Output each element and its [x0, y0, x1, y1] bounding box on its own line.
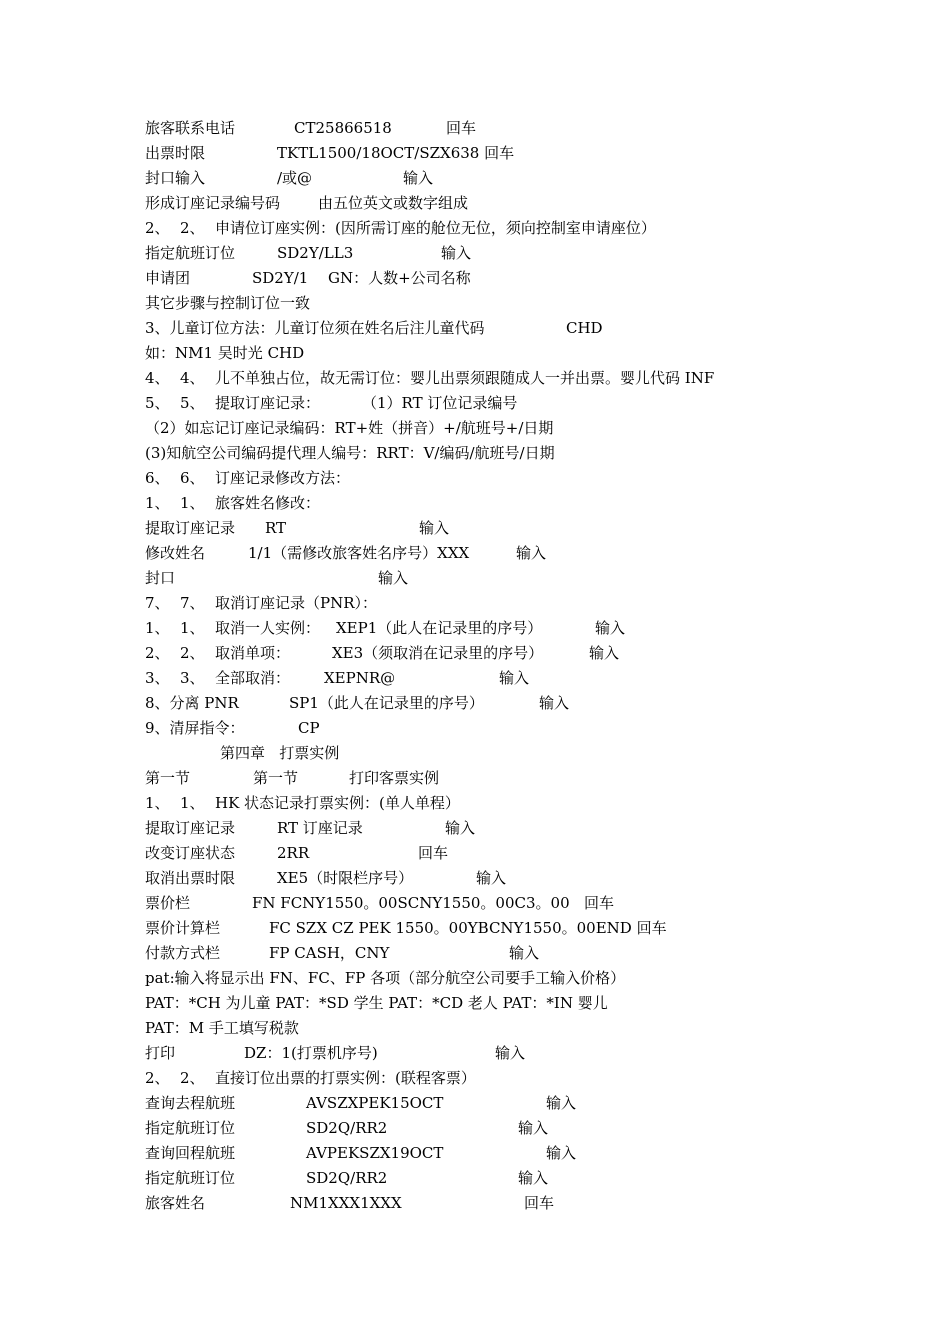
- text-line-18-segment-1: 输入: [378, 569, 409, 587]
- text-line-10-segment-1: 4、: [180, 369, 205, 387]
- text-line-10-segment-2: 儿不单独占位，故无需订位：婴儿出票须跟随成人一并出票。婴儿代码 INF: [215, 369, 715, 387]
- text-line-10-segment-0: 4、: [145, 369, 170, 387]
- text-line-26-segment-0: 第一节: [145, 769, 191, 787]
- text-line-5-segment-1: SD2Y/LL3: [277, 244, 354, 262]
- text-line-27-segment-1: 1、: [180, 794, 205, 812]
- text-line-41-segment-0: 查询回程航班: [145, 1144, 236, 1162]
- text-line-22-segment-1: 3、: [180, 669, 205, 687]
- text-line-27-segment-2: HK 状态记录打票实例：(单人单程）: [215, 794, 460, 812]
- text-line-24-segment-0: 9、清屏指令：: [145, 719, 245, 737]
- text-line-6-segment-0: 申请团: [145, 269, 191, 287]
- text-line-1-segment-1: TKTL1500/18OCT/SZX638 回车: [277, 144, 515, 162]
- text-line-23-segment-2: 输入: [539, 694, 570, 712]
- text-line-11-segment-1: 5、: [180, 394, 205, 412]
- text-line-35-segment-0: PAT：*CH 为儿童 PAT：*SD 学生 PAT：*CD 老人 PAT：*IN 婴儿: [145, 994, 608, 1012]
- text-line-3-segment-1: 由五位英文或数字组成: [318, 194, 469, 212]
- text-line-32-segment-0: 票价计算栏: [145, 919, 221, 937]
- text-line-28-segment-0: 提取订座记录: [145, 819, 236, 837]
- text-line-28-segment-1: RT 订座记录: [277, 819, 363, 837]
- text-line-11-segment-2: 提取订座记录：: [215, 394, 321, 412]
- text-line-2-segment-0: 封口输入: [145, 169, 206, 187]
- text-line-27-segment-0: 1、: [145, 794, 170, 812]
- text-line-21-segment-3: XE3（须取消在记录里的序号）: [332, 644, 544, 662]
- text-line-8-segment-0: 3、儿童订位方法：儿童订位须在姓名后注儿童代码: [145, 319, 485, 337]
- text-line-15-segment-2: 旅客姓名修改：: [215, 494, 321, 512]
- text-line-7-segment-0: 其它步骤与控制订位一致: [145, 294, 311, 312]
- text-line-22-segment-3: XEPNR@: [324, 669, 396, 687]
- text-line-16-segment-0: 提取订座记录: [145, 519, 236, 537]
- text-line-16-segment-1: RT: [265, 519, 287, 537]
- text-line-31-segment-2: 回车: [584, 894, 615, 912]
- text-line-21-segment-2: 取消单项：: [215, 644, 291, 662]
- text-line-43-segment-1: NM1XXX1XXX: [290, 1194, 402, 1212]
- text-line-32-segment-1: FC SZX CZ PEK 1550。00YBCNY1550。00END 回车: [269, 919, 667, 937]
- text-line-16-segment-2: 输入: [419, 519, 450, 537]
- text-line-31-segment-0: 票价栏: [145, 894, 191, 912]
- text-line-22-segment-2: 全部取消：: [215, 669, 291, 687]
- text-line-14-segment-1: 6、: [180, 469, 205, 487]
- text-line-39-segment-1: AVSZXPEK15OCT: [306, 1094, 444, 1112]
- text-line-38-segment-2: 直接订位出票的打票实例：(联程客票）: [215, 1069, 476, 1087]
- text-line-37-segment-2: 输入: [495, 1044, 526, 1062]
- text-line-8-segment-1: CHD: [566, 319, 603, 337]
- text-line-25-segment-0: 第四章 打票实例: [220, 744, 340, 762]
- text-line-20-segment-2: 取消一人实例：: [215, 619, 321, 637]
- text-line-30-segment-0: 取消出票时限: [145, 869, 236, 887]
- text-line-36-segment-0: PAT：M 手工填写税款: [145, 1019, 299, 1037]
- text-line-31-segment-1: FN FCNY1550。00SCNY1550。00C3。00: [252, 894, 570, 912]
- text-line-26-segment-1: 第一节: [253, 769, 299, 787]
- text-line-21-segment-0: 2、: [145, 644, 170, 662]
- text-line-40-segment-0: 指定航班订位: [145, 1119, 236, 1137]
- text-line-3-segment-0: 形成订座记录编号码: [145, 194, 281, 212]
- text-line-0-segment-0: 旅客联系电话: [145, 119, 236, 137]
- text-line-15-segment-1: 1、: [180, 494, 205, 512]
- text-line-33-segment-2: 输入: [509, 944, 540, 962]
- text-line-23-segment-1: SP1（此人在记录里的序号）: [289, 694, 484, 712]
- text-line-22-segment-4: 输入: [499, 669, 530, 687]
- text-line-4-segment-1: 2、: [180, 219, 205, 237]
- text-line-38-segment-0: 2、: [145, 1069, 170, 1087]
- text-line-29-segment-2: 回车: [418, 844, 449, 862]
- text-line-41-segment-2: 输入: [546, 1144, 577, 1162]
- text-line-29-segment-1: 2RR: [277, 844, 310, 862]
- text-line-24-segment-1: CP: [298, 719, 320, 737]
- text-line-20-segment-1: 1、: [180, 619, 205, 637]
- text-line-37-segment-0: 打印: [145, 1044, 176, 1062]
- text-line-26-segment-2: 打印客票实例: [349, 769, 440, 787]
- text-line-19-segment-2: 取消订座记录（PNR）：: [215, 594, 378, 612]
- text-line-14-segment-0: 6、: [145, 469, 170, 487]
- text-line-11-segment-0: 5、: [145, 394, 170, 412]
- text-line-6-segment-1: SD2Y/1: [252, 269, 309, 287]
- text-line-42-segment-2: 输入: [518, 1169, 549, 1187]
- text-line-6-segment-2: GN：人数+公司名称: [328, 269, 471, 287]
- text-line-0-segment-1: CT25866518: [294, 119, 392, 137]
- text-line-20-segment-4: 输入: [595, 619, 626, 637]
- text-line-17-segment-1: 1/1（需修改旅客姓名序号）XXX: [248, 544, 470, 562]
- text-line-30-segment-1: XE5（时限栏序号）: [277, 869, 414, 887]
- text-line-41-segment-1: AVPEKSZX19OCT: [306, 1144, 444, 1162]
- text-line-15-segment-0: 1、: [145, 494, 170, 512]
- text-line-1-segment-0: 出票时限: [145, 144, 206, 162]
- text-line-17-segment-0: 修改姓名: [145, 544, 206, 562]
- text-line-37-segment-1: DZ：1(打票机序号): [244, 1044, 378, 1062]
- text-line-21-segment-1: 2、: [180, 644, 205, 662]
- text-line-13-segment-0: (3)知航空公司编码提代理人编号：RRT：V/编码/航班号/日期: [145, 444, 555, 462]
- text-line-0-segment-2: 回车: [446, 119, 477, 137]
- text-line-17-segment-2: 输入: [516, 544, 547, 562]
- text-line-38-segment-1: 2、: [180, 1069, 205, 1087]
- text-line-33-segment-1: FP CASH，CNY: [269, 944, 390, 962]
- text-line-40-segment-1: SD2Q/RR2: [306, 1119, 388, 1137]
- text-line-2-segment-1: /或@: [277, 169, 313, 187]
- text-line-22-segment-0: 3、: [145, 669, 170, 687]
- text-line-5-segment-2: 输入: [441, 244, 472, 262]
- text-line-14-segment-2: 订座记录修改方法：: [215, 469, 351, 487]
- text-line-30-segment-2: 输入: [476, 869, 507, 887]
- text-line-12-segment-0: （2）如忘记订座记录编码：RT+姓（拼音）+/航班号+/日期: [145, 419, 554, 437]
- text-line-11-segment-3: （1）RT 订位记录编号: [362, 394, 518, 412]
- text-line-42-segment-1: SD2Q/RR2: [306, 1169, 388, 1187]
- text-line-33-segment-0: 付款方式栏: [145, 944, 221, 962]
- text-line-23-segment-0: 8、分离 PNR: [145, 694, 239, 712]
- text-line-28-segment-2: 输入: [445, 819, 476, 837]
- text-line-18-segment-0: 封口: [145, 569, 176, 587]
- text-line-5-segment-0: 指定航班订位: [145, 244, 236, 262]
- text-line-43-segment-2: 回车: [524, 1194, 555, 1212]
- text-line-4-segment-0: 2、: [145, 219, 170, 237]
- text-line-39-segment-0: 查询去程航班: [145, 1094, 236, 1112]
- text-line-2-segment-2: 输入: [403, 169, 434, 187]
- text-line-39-segment-2: 输入: [546, 1094, 577, 1112]
- text-line-20-segment-0: 1、: [145, 619, 170, 637]
- text-line-40-segment-2: 输入: [518, 1119, 549, 1137]
- text-line-34-segment-0: pat:输入将显示出 FN、FC、FP 各项（部分航空公司要手工输入价格）: [145, 969, 626, 987]
- text-line-29-segment-0: 改变订座状态: [145, 844, 236, 862]
- text-line-4-segment-2: 申请位订座实例：(因所需订座的舱位无位，须向控制室申请座位）: [215, 219, 656, 237]
- text-line-43-segment-0: 旅客姓名: [145, 1194, 206, 1212]
- text-line-19-segment-1: 7、: [180, 594, 205, 612]
- text-line-21-segment-4: 输入: [589, 644, 620, 662]
- text-line-19-segment-0: 7、: [145, 594, 170, 612]
- text-line-20-segment-3: XEP1（此人在记录里的序号）: [336, 619, 543, 637]
- text-line-9-segment-0: 如：NM1 吴时光 CHD: [145, 344, 305, 362]
- text-line-42-segment-0: 指定航班订位: [145, 1169, 236, 1187]
